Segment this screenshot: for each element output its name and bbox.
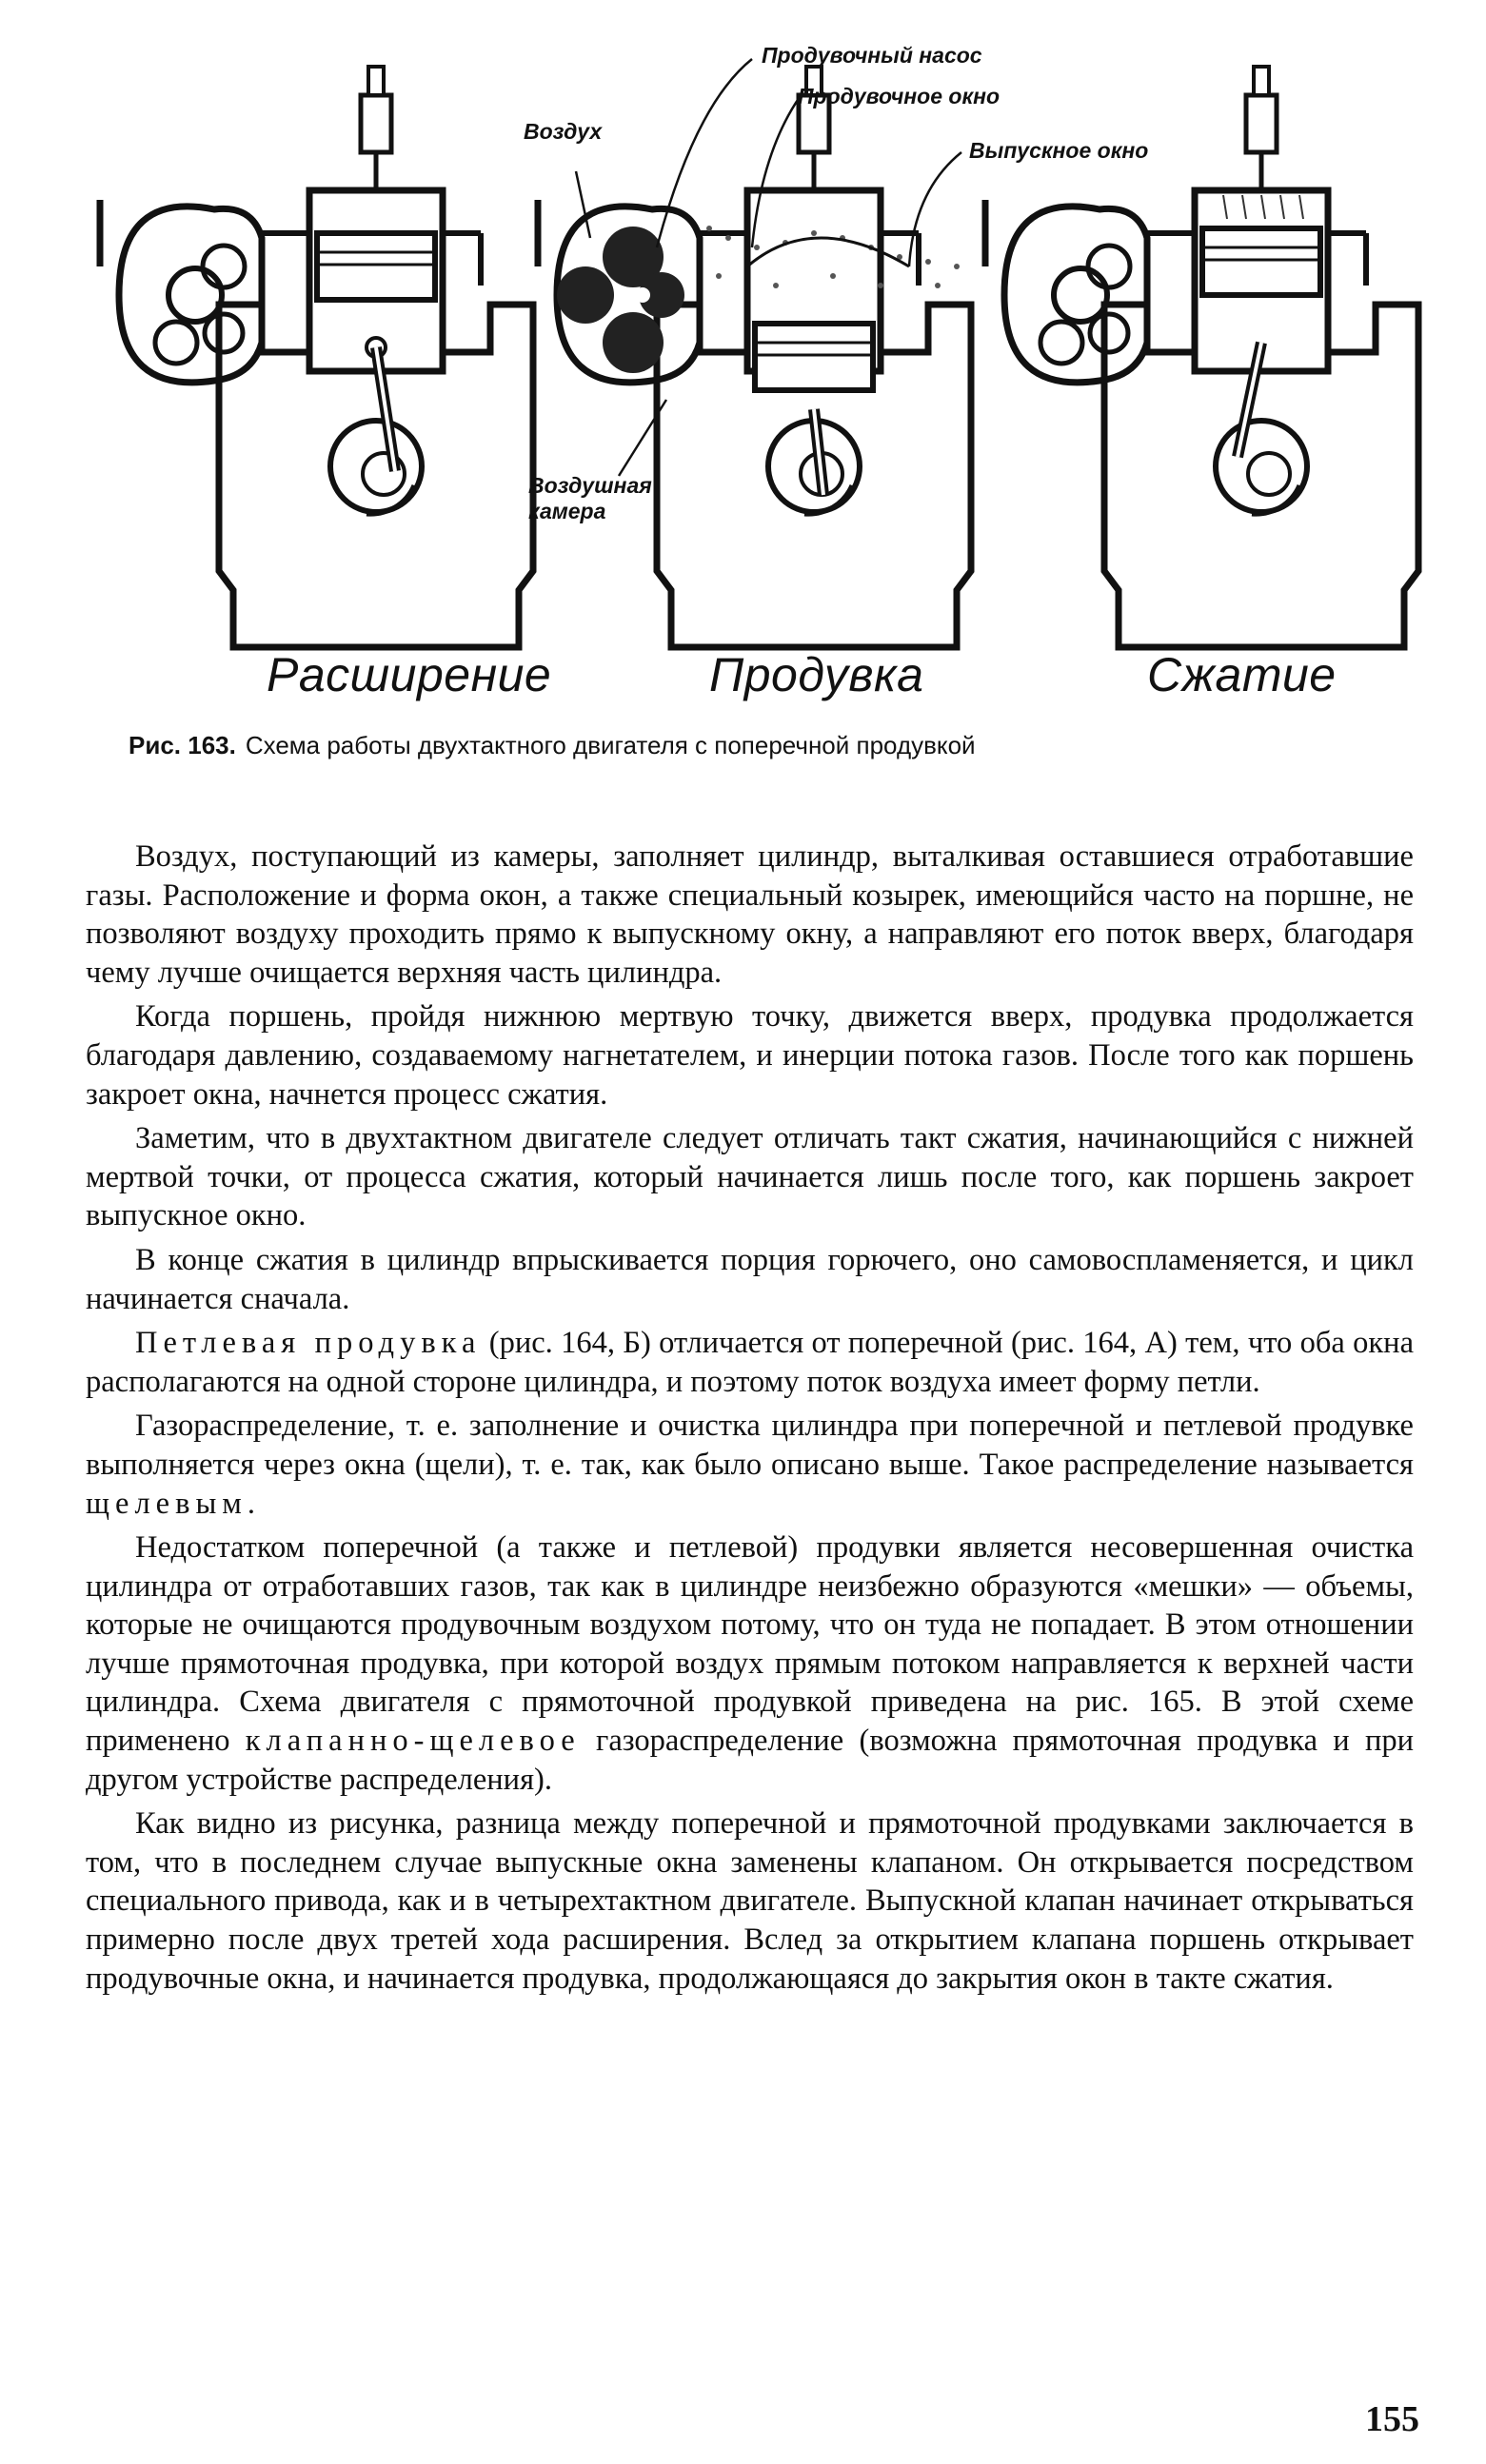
spaced-term: клапанно-щелевое bbox=[245, 1724, 581, 1759]
two-stroke-diagram bbox=[0, 0, 1486, 723]
paragraph: В конце сжатия в цилиндр впрыскивается порция горючего, оно самовоспламеняется, и цикл начинается сначала. bbox=[86, 1242, 1414, 1316]
paragraph: Когда поршень, пройдя нижнюю мертвую точку, движется вверх, продувка продолжается благодаря давлению, создаваемому нагнетателем, и инерции потока газов. После того как поршень закроет окна, начнется процесс сжатия. bbox=[86, 999, 1414, 1112]
paragraph: Газораспределение, т. е. заполнение и очистка цилиндра при поперечной и петлевой продувке выполняется через окна (щели), т. е. так, как было описано выше. Такое распределение называется щелевым. bbox=[86, 1409, 1414, 1521]
label-air: Воздух bbox=[524, 119, 603, 144]
panel-expansion-diagram bbox=[100, 67, 533, 647]
label-scavenge-pump: Продувочный насос bbox=[762, 43, 982, 68]
spaced-term: Петлевая продувка bbox=[135, 1326, 482, 1361]
figure-caption bbox=[129, 731, 1366, 760]
panel-scavenging-diagram bbox=[538, 67, 971, 647]
label-scavenge-port: Продувочное окно bbox=[798, 84, 1001, 108]
figure-number: Рис. 163. bbox=[129, 731, 236, 759]
panel-label-expansion: Расширение bbox=[267, 648, 552, 701]
panel-label-scavenging: Продувка bbox=[709, 648, 924, 701]
figure-caption-text: Схема работы двухтактного двигателя с поперечной продувкой bbox=[245, 731, 976, 759]
label-exhaust-port: Выпускное окно bbox=[969, 138, 1149, 163]
body-text bbox=[86, 838, 1414, 2003]
label-air-chamber: Воздушная камера bbox=[528, 473, 652, 523]
paragraph: Воздух, поступающий из камеры, заполняет цилиндр, выталкивая оставшиеся отработавшие газы. Расположение и форма окон, а также специальный козырек, имеющийся часто на поршне, не позволяют воздуху проходить прямо к выпускному окну, а направляют его поток вверх, благодаря чему лучше очищается верхняя часть цилиндра. bbox=[86, 839, 1414, 990]
paragraph: Недостатком поперечной (а также и петлевой) продувки является несовершенная очистка цилиндра от отработавших газов, так как в цилиндре неизбежно образуются «мешки» — объемы, которые не очищаются продувочным воздухом потому, что он туда не попадает. В этом отношении лучше прямоточная продувка, при которой воздух прямым потоком направляется к верхней части цилиндра. Схема двигателя с прямоточной продувкой приведена на рис. 165. В этой схеме применено клапанно-щелевое газораспределение (возможна прямоточная продувка и при другом устройстве распределения). bbox=[86, 1530, 1414, 1797]
page-number: 155 bbox=[1365, 2399, 1419, 2439]
paragraph: Петлевая продувка (рис. 164, Б) отличается от поперечной (рис. 164, А) тем, что оба окна располагаются на одной стороне цилиндра, и поэтому поток воздуха имеет форму петли. bbox=[86, 1326, 1414, 1399]
paragraph: Заметим, что в двухтактном двигателе следует отличать такт сжатия, начинающийся с нижней мертвой точки, от процесса сжатия, который начинается лишь после того, как поршень закроет выпускное окно. bbox=[86, 1121, 1414, 1233]
panel-label-compression: Сжатие bbox=[1147, 648, 1337, 701]
spaced-term: щелевым bbox=[86, 1486, 248, 1521]
engine-figure bbox=[0, 0, 1486, 723]
paragraph: Как видно из рисунка, разница между поперечной и прямоточной продувками заключается в том, что в последнем случае выпускные окна заменены клапаном. Он открывается посредством специального привода, как и в четырехтактном двигателе. Выпускной клапан начинает открываться примерно после двух третей хода расширения. Вслед за открытием клапана поршень открывает продувочные окна, и начинается продувка, продолжающаяся до закрытия окон в такте сжатия. bbox=[86, 1806, 1414, 1996]
